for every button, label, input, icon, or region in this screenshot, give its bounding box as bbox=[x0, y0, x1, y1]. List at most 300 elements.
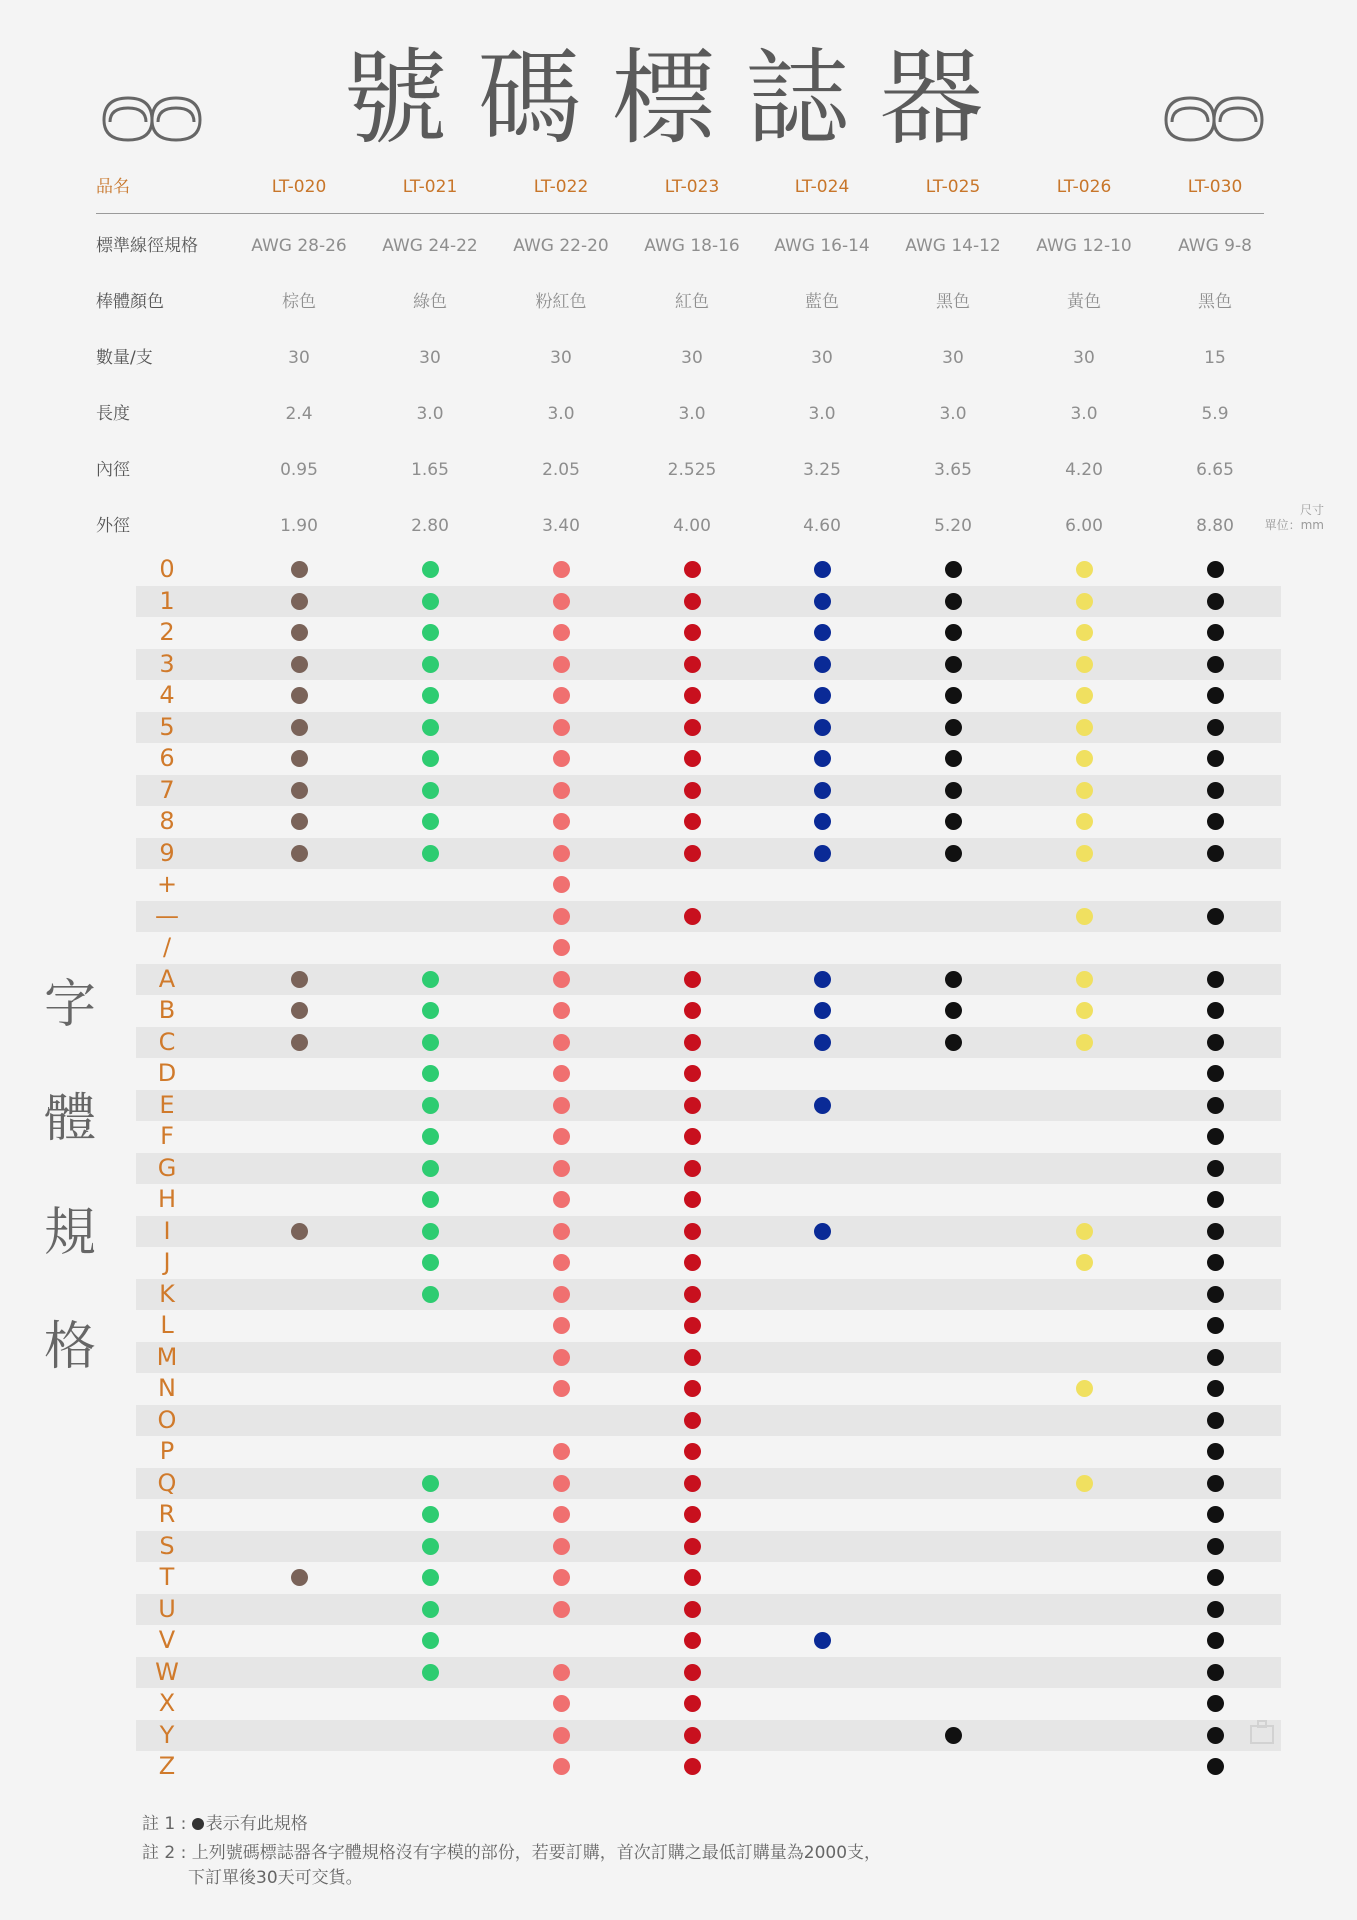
availability-dot bbox=[553, 876, 570, 893]
model-name: LT-024 bbox=[794, 177, 850, 197]
availability-dot bbox=[553, 1569, 570, 1586]
availability-dot bbox=[684, 1097, 701, 1114]
spec-value: 5.9 bbox=[1201, 404, 1229, 424]
spec-value: 紅色 bbox=[675, 292, 709, 312]
availability-dot bbox=[1207, 593, 1224, 610]
availability-dot bbox=[814, 656, 831, 673]
spec-value: 4.00 bbox=[673, 516, 711, 536]
availability-dot bbox=[291, 624, 308, 641]
availability-dot bbox=[684, 1632, 701, 1649]
note-2: 註 2 : 上列號碼標誌器各字體規格沒有字模的部份，若要訂購，首次訂購之最低訂購量為2000支， bbox=[142, 1843, 882, 1863]
availability-dot bbox=[291, 1002, 308, 1019]
availability-dot bbox=[1076, 561, 1093, 578]
section-label-char: 字 bbox=[43, 975, 96, 1035]
availability-dot bbox=[1207, 750, 1224, 767]
footnotes bbox=[142, 1812, 881, 1891]
character-label: G bbox=[157, 1153, 177, 1182]
availability-dot bbox=[553, 1223, 570, 1240]
availability-dot bbox=[553, 1601, 570, 1618]
table-row bbox=[136, 1531, 1281, 1562]
character-label: W bbox=[155, 1657, 179, 1686]
availability-dot bbox=[1076, 782, 1093, 799]
spec-value: 1.90 bbox=[280, 516, 318, 536]
spec-value: 3.0 bbox=[808, 404, 836, 424]
availability-dot bbox=[1207, 1475, 1224, 1492]
availability-dot bbox=[422, 813, 439, 830]
character-label: — bbox=[155, 901, 179, 930]
availability-dot bbox=[1076, 845, 1093, 862]
availability-dot bbox=[945, 971, 962, 988]
availability-dot bbox=[1076, 719, 1093, 736]
availability-dot bbox=[553, 1443, 570, 1460]
character-label: D bbox=[157, 1059, 177, 1087]
model-name: LT-026 bbox=[1056, 177, 1112, 197]
character-label: I bbox=[163, 1216, 171, 1245]
availability-dot bbox=[684, 624, 701, 641]
availability-dot bbox=[422, 1538, 439, 1555]
availability-dot bbox=[1076, 750, 1093, 767]
availability-dot bbox=[684, 845, 701, 862]
availability-dot bbox=[814, 782, 831, 799]
character-label: Z bbox=[158, 1752, 176, 1780]
availability-dot bbox=[1207, 1254, 1224, 1271]
header-row bbox=[0, 172, 1357, 202]
header-divider bbox=[96, 213, 1264, 214]
availability-dot bbox=[291, 1569, 308, 1586]
spec-value: 3.65 bbox=[934, 460, 972, 480]
availability-dot bbox=[1207, 845, 1224, 862]
character-label: R bbox=[158, 1500, 176, 1528]
character-label: 7 bbox=[159, 775, 175, 804]
availability-dot bbox=[945, 1034, 962, 1051]
availability-dot bbox=[684, 1317, 701, 1334]
availability-dot bbox=[945, 687, 962, 704]
spec-value: 4.60 bbox=[803, 516, 841, 536]
availability-dot bbox=[553, 1475, 570, 1492]
availability-dot bbox=[553, 1506, 570, 1523]
availability-dot bbox=[684, 1065, 701, 1082]
availability-dot bbox=[684, 1601, 701, 1618]
availability-dot bbox=[553, 1380, 570, 1397]
availability-dot bbox=[684, 1727, 701, 1744]
table-row bbox=[136, 1027, 1281, 1058]
spec-row bbox=[0, 399, 1357, 429]
availability-dot bbox=[1207, 813, 1224, 830]
spec-row bbox=[0, 231, 1357, 261]
section-label-char: 體 bbox=[43, 1089, 96, 1149]
wire-marker-ring-icon bbox=[96, 86, 208, 146]
table-row bbox=[136, 1499, 1281, 1530]
section-label-char: 格 bbox=[43, 1317, 96, 1377]
table-row bbox=[136, 1625, 1281, 1656]
table-row bbox=[136, 712, 1281, 743]
availability-dot bbox=[684, 1286, 701, 1303]
availability-dot bbox=[422, 1254, 439, 1271]
availability-dot bbox=[814, 719, 831, 736]
availability-dot bbox=[684, 1002, 701, 1019]
availability-dot bbox=[1207, 561, 1224, 578]
character-label: K bbox=[159, 1279, 175, 1308]
spec-value: 2.525 bbox=[667, 460, 717, 480]
wire-marker-ring-icon bbox=[1158, 86, 1270, 146]
availability-dot bbox=[684, 561, 701, 578]
spec-value: 0.95 bbox=[280, 460, 318, 480]
bullet-dot-icon bbox=[192, 1818, 204, 1830]
availability-dot bbox=[684, 1506, 701, 1523]
availability-dot bbox=[553, 1160, 570, 1177]
availability-dot bbox=[553, 656, 570, 673]
table-row bbox=[136, 964, 1281, 995]
table-row bbox=[136, 1688, 1281, 1719]
spec-row bbox=[0, 511, 1357, 541]
model-name: LT-021 bbox=[402, 177, 458, 197]
availability-dot bbox=[1207, 908, 1224, 925]
availability-dot bbox=[684, 750, 701, 767]
spec-value: AWG 9-8 bbox=[1178, 236, 1252, 256]
table-row bbox=[136, 1751, 1281, 1782]
character-label: J bbox=[163, 1248, 171, 1276]
availability-dot bbox=[291, 813, 308, 830]
spec-value: AWG 16-14 bbox=[774, 236, 870, 256]
availability-dot bbox=[553, 971, 570, 988]
spec-value: 30 bbox=[1073, 348, 1095, 368]
availability-dot bbox=[553, 845, 570, 862]
table-row bbox=[136, 1247, 1281, 1278]
availability-dot bbox=[291, 593, 308, 610]
table-row bbox=[136, 1594, 1281, 1625]
character-label: 0 bbox=[159, 555, 175, 583]
spec-value: AWG 28-26 bbox=[251, 236, 347, 256]
availability-dot bbox=[422, 971, 439, 988]
availability-dot bbox=[1076, 1034, 1093, 1051]
availability-dot bbox=[291, 687, 308, 704]
availability-dot bbox=[422, 782, 439, 799]
table-row bbox=[136, 1121, 1281, 1152]
spec-value: 黑色 bbox=[936, 292, 970, 312]
availability-dot bbox=[422, 656, 439, 673]
availability-dot bbox=[553, 1002, 570, 1019]
availability-dot bbox=[1076, 1254, 1093, 1271]
availability-dot bbox=[422, 1160, 439, 1177]
availability-dot bbox=[422, 561, 439, 578]
availability-dot bbox=[1076, 1223, 1093, 1240]
availability-dot bbox=[553, 1254, 570, 1271]
availability-dot bbox=[945, 845, 962, 862]
table-row bbox=[136, 586, 1281, 617]
spec-label: 外徑 bbox=[96, 516, 130, 536]
availability-dot bbox=[684, 1160, 701, 1177]
availability-dot bbox=[945, 1727, 962, 1744]
availability-dot bbox=[1207, 1002, 1224, 1019]
availability-dot bbox=[422, 1128, 439, 1145]
spec-value: 30 bbox=[811, 348, 833, 368]
character-label: 6 bbox=[159, 744, 175, 772]
availability-dot bbox=[553, 939, 570, 956]
availability-dot bbox=[422, 1191, 439, 1208]
spec-value: AWG 18-16 bbox=[644, 236, 740, 256]
availability-dot bbox=[684, 1380, 701, 1397]
table-row bbox=[136, 1058, 1281, 1089]
character-label: 2 bbox=[159, 618, 175, 646]
availability-dot bbox=[684, 1538, 701, 1555]
availability-dot bbox=[553, 1097, 570, 1114]
character-label: O bbox=[157, 1405, 177, 1434]
availability-dot bbox=[684, 971, 701, 988]
table-row bbox=[136, 554, 1281, 585]
character-label: + bbox=[156, 870, 178, 898]
availability-dot bbox=[945, 593, 962, 610]
availability-dot bbox=[1076, 593, 1093, 610]
spec-value: 3.0 bbox=[1070, 404, 1098, 424]
availability-dot bbox=[291, 656, 308, 673]
availability-dot bbox=[291, 782, 308, 799]
spec-row bbox=[0, 287, 1357, 317]
table-row bbox=[136, 617, 1281, 648]
spec-value: 30 bbox=[681, 348, 703, 368]
spec-value: 黃色 bbox=[1067, 292, 1101, 312]
availability-dot bbox=[1207, 1601, 1224, 1618]
availability-dot bbox=[553, 1065, 570, 1082]
availability-dot bbox=[422, 1002, 439, 1019]
availability-dot bbox=[1076, 1380, 1093, 1397]
spec-value: 30 bbox=[419, 348, 441, 368]
availability-dot bbox=[684, 1758, 701, 1775]
character-label: X bbox=[158, 1689, 176, 1717]
availability-dot bbox=[291, 845, 308, 862]
table-row bbox=[136, 1373, 1281, 1404]
spec-value: AWG 22-20 bbox=[513, 236, 609, 256]
availability-dot bbox=[553, 1286, 570, 1303]
availability-dot bbox=[1207, 1695, 1224, 1712]
spec-value: 8.80 bbox=[1196, 516, 1234, 536]
spec-row bbox=[0, 343, 1357, 373]
availability-dot bbox=[1207, 1506, 1224, 1523]
availability-dot bbox=[1207, 1443, 1224, 1460]
availability-dot bbox=[553, 1191, 570, 1208]
table-row bbox=[136, 1216, 1281, 1247]
availability-dot bbox=[684, 1128, 701, 1145]
character-label: N bbox=[158, 1374, 176, 1402]
note-1: 註 1 : 表示有此規格 bbox=[142, 1814, 308, 1834]
availability-dot bbox=[1207, 1664, 1224, 1681]
availability-dot bbox=[553, 782, 570, 799]
availability-dot bbox=[945, 1002, 962, 1019]
availability-dot bbox=[945, 624, 962, 641]
table-row bbox=[136, 1279, 1281, 1310]
availability-dot bbox=[814, 750, 831, 767]
availability-dot bbox=[684, 1254, 701, 1271]
character-label: E bbox=[159, 1090, 175, 1119]
availability-dot bbox=[1207, 1034, 1224, 1051]
table-row bbox=[136, 649, 1281, 680]
availability-dot bbox=[1207, 1191, 1224, 1208]
availability-dot bbox=[1207, 1286, 1224, 1303]
availability-dot bbox=[814, 813, 831, 830]
availability-dot bbox=[1207, 719, 1224, 736]
table-row bbox=[136, 869, 1281, 900]
availability-dot bbox=[422, 1632, 439, 1649]
availability-dot bbox=[291, 1223, 308, 1240]
availability-dot bbox=[422, 845, 439, 862]
table-row bbox=[136, 1562, 1281, 1593]
spec-value: AWG 24-22 bbox=[382, 236, 478, 256]
availability-dot bbox=[1207, 1317, 1224, 1334]
spec-value: 30 bbox=[288, 348, 310, 368]
table-row bbox=[136, 1468, 1281, 1499]
spec-value: 3.0 bbox=[939, 404, 967, 424]
character-label: C bbox=[158, 1027, 176, 1056]
availability-dot bbox=[1207, 1727, 1224, 1744]
model-name: LT-022 bbox=[533, 177, 589, 197]
availability-dot bbox=[1207, 1223, 1224, 1240]
availability-dot bbox=[1207, 1065, 1224, 1082]
availability-dot bbox=[1076, 1475, 1093, 1492]
spec-value: 30 bbox=[942, 348, 964, 368]
availability-dot bbox=[553, 687, 570, 704]
watermark-icon bbox=[1248, 1718, 1276, 1746]
availability-dot bbox=[684, 1412, 701, 1429]
table-row bbox=[136, 775, 1281, 806]
character-label: P bbox=[159, 1437, 175, 1465]
character-label: 8 bbox=[159, 807, 175, 835]
spec-value: 黑色 bbox=[1198, 292, 1232, 312]
table-row bbox=[136, 1090, 1281, 1121]
character-label: S bbox=[159, 1531, 175, 1560]
availability-dot bbox=[291, 750, 308, 767]
availability-dot bbox=[1207, 782, 1224, 799]
availability-dot bbox=[814, 561, 831, 578]
spec-label: 數量/支 bbox=[96, 348, 153, 368]
availability-dot bbox=[684, 782, 701, 799]
spec-value: AWG 12-10 bbox=[1036, 236, 1132, 256]
spec-value: 棕色 bbox=[282, 292, 316, 312]
character-label: 9 bbox=[159, 838, 175, 867]
spec-value: 30 bbox=[550, 348, 572, 368]
model-name: LT-023 bbox=[664, 177, 720, 197]
availability-dot bbox=[422, 1601, 439, 1618]
character-label: U bbox=[158, 1594, 176, 1623]
availability-dot bbox=[553, 1758, 570, 1775]
availability-dot bbox=[422, 687, 439, 704]
availability-dot bbox=[814, 1632, 831, 1649]
unit-note: 尺寸 單位：mm bbox=[1264, 503, 1324, 532]
availability-dot bbox=[1207, 1632, 1224, 1649]
table-row bbox=[136, 1720, 1281, 1751]
table-row bbox=[136, 1405, 1281, 1436]
availability-dot bbox=[684, 813, 701, 830]
spec-value: 4.20 bbox=[1065, 460, 1103, 480]
availability-dot bbox=[814, 1097, 831, 1114]
availability-dot bbox=[553, 1538, 570, 1555]
availability-dot bbox=[1076, 971, 1093, 988]
spec-value: 綠色 bbox=[413, 292, 447, 312]
availability-dot bbox=[553, 593, 570, 610]
availability-dot bbox=[684, 687, 701, 704]
availability-dot bbox=[684, 908, 701, 925]
character-label: 5 bbox=[159, 712, 175, 741]
spec-value: 6.00 bbox=[1065, 516, 1103, 536]
availability-dot bbox=[553, 1727, 570, 1744]
section-label-char: 規 bbox=[43, 1203, 96, 1263]
availability-dot bbox=[1076, 687, 1093, 704]
spec-label: 內徑 bbox=[96, 460, 130, 480]
table-row bbox=[136, 838, 1281, 869]
spec-label: 棒體顏色 bbox=[96, 292, 164, 312]
availability-dot bbox=[684, 1443, 701, 1460]
availability-dot bbox=[422, 1475, 439, 1492]
character-label: 1 bbox=[159, 586, 175, 615]
availability-dot bbox=[684, 1191, 701, 1208]
availability-dot bbox=[1207, 971, 1224, 988]
character-label: V bbox=[158, 1626, 176, 1654]
availability-dot bbox=[814, 1002, 831, 1019]
availability-dot bbox=[684, 656, 701, 673]
availability-dot bbox=[1076, 656, 1093, 673]
character-label: H bbox=[157, 1185, 177, 1213]
availability-dot bbox=[814, 593, 831, 610]
character-label: 3 bbox=[159, 649, 175, 678]
availability-dot bbox=[814, 624, 831, 641]
character-label: L bbox=[160, 1311, 174, 1339]
availability-dot bbox=[684, 1475, 701, 1492]
spec-row bbox=[0, 455, 1357, 485]
availability-dot bbox=[291, 561, 308, 578]
character-label: M bbox=[156, 1342, 178, 1371]
availability-dot bbox=[553, 813, 570, 830]
table-row bbox=[136, 806, 1281, 837]
availability-dot bbox=[814, 1223, 831, 1240]
availability-dot bbox=[1076, 1002, 1093, 1019]
availability-dot bbox=[553, 1128, 570, 1145]
spec-value: 3.40 bbox=[542, 516, 580, 536]
availability-dot bbox=[945, 813, 962, 830]
availability-dot bbox=[553, 750, 570, 767]
model-name: LT-030 bbox=[1187, 177, 1243, 197]
availability-dot bbox=[422, 1286, 439, 1303]
availability-dot bbox=[422, 1506, 439, 1523]
character-label: Y bbox=[159, 1720, 175, 1749]
availability-dot bbox=[814, 971, 831, 988]
spec-value: 1.65 bbox=[411, 460, 449, 480]
spec-value: 2.80 bbox=[411, 516, 449, 536]
availability-dot bbox=[553, 1349, 570, 1366]
availability-dot bbox=[291, 719, 308, 736]
availability-dot bbox=[1207, 1569, 1224, 1586]
availability-dot bbox=[1207, 1538, 1224, 1555]
availability-dot bbox=[553, 561, 570, 578]
character-label: Q bbox=[157, 1468, 177, 1497]
availability-dot bbox=[1076, 624, 1093, 641]
availability-dot bbox=[945, 561, 962, 578]
availability-dot bbox=[1207, 1160, 1224, 1177]
availability-dot bbox=[1207, 1758, 1224, 1775]
table-row bbox=[136, 995, 1281, 1026]
availability-dot bbox=[684, 1695, 701, 1712]
spec-value: 3.0 bbox=[547, 404, 575, 424]
availability-dot bbox=[814, 1034, 831, 1051]
availability-dot bbox=[1207, 624, 1224, 641]
character-label: F bbox=[160, 1122, 174, 1150]
availability-dot bbox=[945, 750, 962, 767]
table-row bbox=[136, 932, 1281, 963]
availability-dot bbox=[422, 1223, 439, 1240]
availability-dot bbox=[422, 624, 439, 641]
spec-value: 2.05 bbox=[542, 460, 580, 480]
spec-value: 2.4 bbox=[285, 404, 313, 424]
availability-dot bbox=[1207, 687, 1224, 704]
availability-dot bbox=[553, 719, 570, 736]
spec-value: 5.20 bbox=[934, 516, 972, 536]
